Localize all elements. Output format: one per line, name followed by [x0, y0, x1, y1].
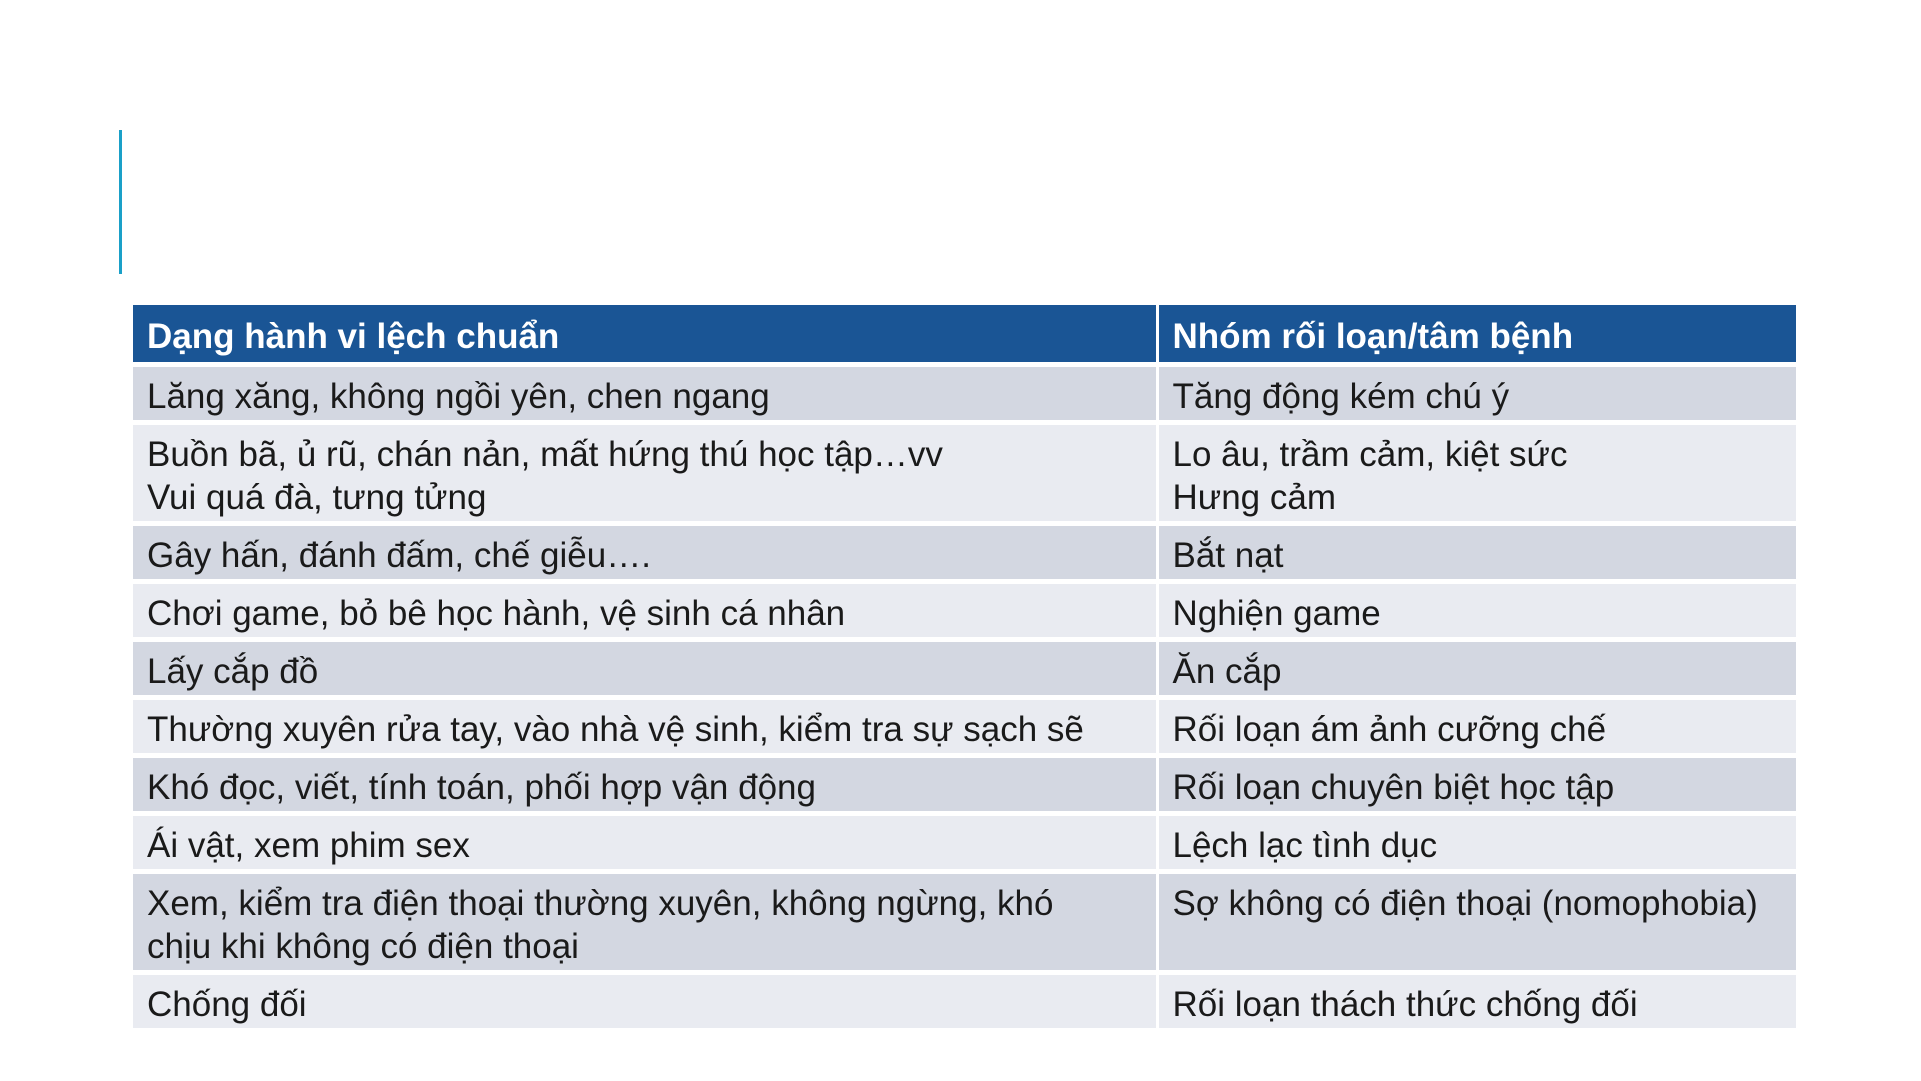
cell-line: Vui quá đà, tưng tửng — [147, 478, 487, 517]
behavior-cell — [133, 524, 1157, 582]
cell-line: Rối loạn chuyên biệt học tập — [1172, 768, 1615, 807]
behavior-cell — [133, 365, 1157, 423]
disorder-cell — [1157, 582, 1796, 640]
cell-line: Lo âu, trầm cảm, kiệt sức — [1172, 435, 1568, 474]
cell-line: Chống đối — [147, 985, 307, 1024]
table-row — [133, 756, 1796, 814]
disorder-cell — [1157, 365, 1796, 423]
cell-line: Lấy cắp đồ — [147, 652, 319, 691]
behavior-cell — [133, 698, 1157, 756]
cell-line: Xem, kiểm tra điện thoại thường xuyên, không ngừng, khó — [147, 884, 1054, 923]
disorder-cell — [1157, 814, 1796, 872]
cell-line: Thường xuyên rửa tay, vào nhà vệ sinh, kiểm tra sự sạch sẽ — [147, 710, 1084, 749]
table-row — [133, 973, 1796, 1031]
table-row — [133, 640, 1796, 698]
disorder-cell — [1157, 640, 1796, 698]
cell-line: Buồn bã, ủ rũ, chán nản, mất hứng thú học tập…vv — [147, 435, 943, 474]
table-row — [133, 814, 1796, 872]
behavior-disorder-table — [133, 305, 1796, 1033]
cell-line: Gây hấn, đánh đấm, chế giễu…. — [147, 536, 651, 575]
behavior-cell — [133, 814, 1157, 872]
table-row — [133, 872, 1796, 973]
behavior-cell — [133, 872, 1157, 973]
cell-line: Lăng xăng, không ngồi yên, chen ngang — [147, 377, 770, 416]
cell-line: Tăng động kém chú ý — [1172, 377, 1510, 416]
cell-line: Nghiện game — [1172, 594, 1381, 633]
header-disorder: Nhóm rối loạn/tâm bệnh — [1157, 305, 1796, 365]
disorder-cell — [1157, 872, 1796, 973]
disorder-cell — [1157, 973, 1796, 1031]
disorder-cell — [1157, 524, 1796, 582]
cell-line: Sợ không có điện thoại (nomophobia) — [1172, 884, 1758, 923]
table-header-row — [133, 305, 1796, 365]
behavior-cell — [133, 640, 1157, 698]
behavior-cell — [133, 582, 1157, 640]
cell-line: chịu khi không có điện thoại — [147, 927, 579, 966]
cell-line: Ái vật, xem phim sex — [147, 826, 470, 865]
cell-line: Chơi game, bỏ bê học hành, vệ sinh cá nhân — [147, 594, 846, 633]
cell-line: Khó đọc, viết, tính toán, phối hợp vận động — [147, 768, 816, 807]
cell-line: Lệch lạc tình dục — [1172, 826, 1438, 865]
behavior-cell — [133, 973, 1157, 1031]
table-row — [133, 582, 1796, 640]
disorder-cell — [1157, 423, 1796, 524]
table-row — [133, 365, 1796, 423]
cell-line: Rối loạn thách thức chống đối — [1172, 985, 1638, 1024]
behavior-cell — [133, 756, 1157, 814]
cell-line: Bắt nạt — [1172, 536, 1284, 575]
behavior-cell — [133, 423, 1157, 524]
cell-line: Rối loạn ám ảnh cưỡng chế — [1172, 710, 1607, 749]
table-row — [133, 423, 1796, 524]
disorder-cell — [1157, 756, 1796, 814]
disorder-cell — [1157, 698, 1796, 756]
table-row — [133, 524, 1796, 582]
header-behavior: Dạng hành vi lệch chuẩn — [133, 305, 1157, 365]
cell-line: Hưng cảm — [1172, 478, 1336, 517]
cell-line: Ăn cắp — [1172, 652, 1282, 691]
title-accent-bar — [119, 130, 122, 274]
table-row — [133, 698, 1796, 756]
